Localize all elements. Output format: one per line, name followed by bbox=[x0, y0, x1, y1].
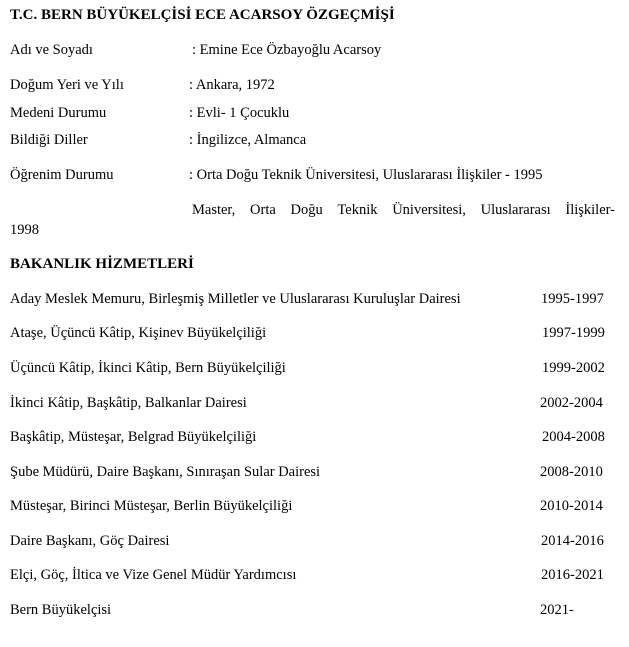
name-value: : Emine Ece Özbayoğlu Acarsoy bbox=[192, 42, 382, 58]
service-years: 2008-2010 bbox=[540, 464, 603, 480]
service-years: 2002-2004 bbox=[540, 395, 603, 411]
birth-label: Doğum Yeri ve Yılı bbox=[10, 77, 124, 93]
service-role: Ataşe, Üçüncü Kâtip, Kişinev Büyükelçiliği bbox=[10, 325, 267, 341]
service-role: Daire Başkanı, Göç Dairesi bbox=[10, 533, 170, 549]
education-label: Öğrenim Durumu bbox=[10, 167, 114, 183]
marital-label: Medeni Durumu bbox=[10, 105, 107, 121]
education-master-word: Teknik bbox=[337, 202, 378, 218]
service-years: 2010-2014 bbox=[540, 498, 603, 514]
service-years: 1997-1999 bbox=[542, 325, 605, 341]
languages-value: : İngilizce, Almanca bbox=[189, 132, 307, 148]
name-label: Adı ve Soyadı bbox=[10, 42, 93, 58]
service-years: 2014-2016 bbox=[541, 533, 604, 549]
service-years: 2021- bbox=[540, 602, 574, 618]
service-years: 2016-2021 bbox=[541, 567, 604, 583]
service-role: Bern Büyükelçisi bbox=[10, 602, 112, 618]
service-years: 1995-1997 bbox=[541, 291, 604, 307]
service-role: Başkâtip, Müsteşar, Belgrad Büyükelçiliği bbox=[10, 429, 257, 445]
languages-label: Bildiği Diller bbox=[10, 132, 88, 148]
education-master-word: Uluslararası bbox=[480, 202, 551, 218]
service-role: Aday Meslek Memuru, Birleşmiş Milletler ve Uluslararası Kuruluşlar Dairesi bbox=[10, 291, 461, 307]
service-role: İkinci Kâtip, Başkâtip, Balkanlar Dairesi bbox=[10, 395, 247, 411]
service-years: 1999-2002 bbox=[542, 360, 605, 376]
birth-value: : Ankara, 1972 bbox=[189, 77, 275, 93]
service-role: Elçi, Göç, İltica ve Vize Genel Müdür Yardımcısı bbox=[10, 567, 297, 583]
education-master-line bbox=[192, 202, 615, 219]
education-master-word: Üniversitesi, bbox=[392, 202, 466, 218]
document-title: T.C. BERN BÜYÜKELÇİSİ ECE ACARSOY ÖZGEÇMİŞİ bbox=[10, 7, 395, 23]
education-master-word: İlişkiler- bbox=[565, 202, 615, 218]
education-master-word: Master, bbox=[192, 202, 236, 218]
education-value: : Orta Doğu Teknik Üniversitesi, Uluslararası İlişkiler - 1995 bbox=[189, 167, 543, 183]
education-master-continuation: 1998 bbox=[10, 222, 39, 238]
section-title: BAKANLIK HİZMETLERİ bbox=[10, 256, 194, 272]
service-role: Şube Müdürü, Daire Başkanı, Sınıraşan Sular Dairesi bbox=[10, 464, 321, 480]
service-role: Üçüncü Kâtip, İkinci Kâtip, Bern Büyükelçiliği bbox=[10, 360, 286, 376]
education-master-word: Orta bbox=[250, 202, 276, 218]
marital-value: : Evli- 1 Çocuklu bbox=[189, 105, 290, 121]
service-years: 2004-2008 bbox=[542, 429, 605, 445]
service-role: Müsteşar, Birinci Müsteşar, Berlin Büyükelçiliği bbox=[10, 498, 293, 514]
education-master-word: Doğu bbox=[290, 202, 323, 218]
